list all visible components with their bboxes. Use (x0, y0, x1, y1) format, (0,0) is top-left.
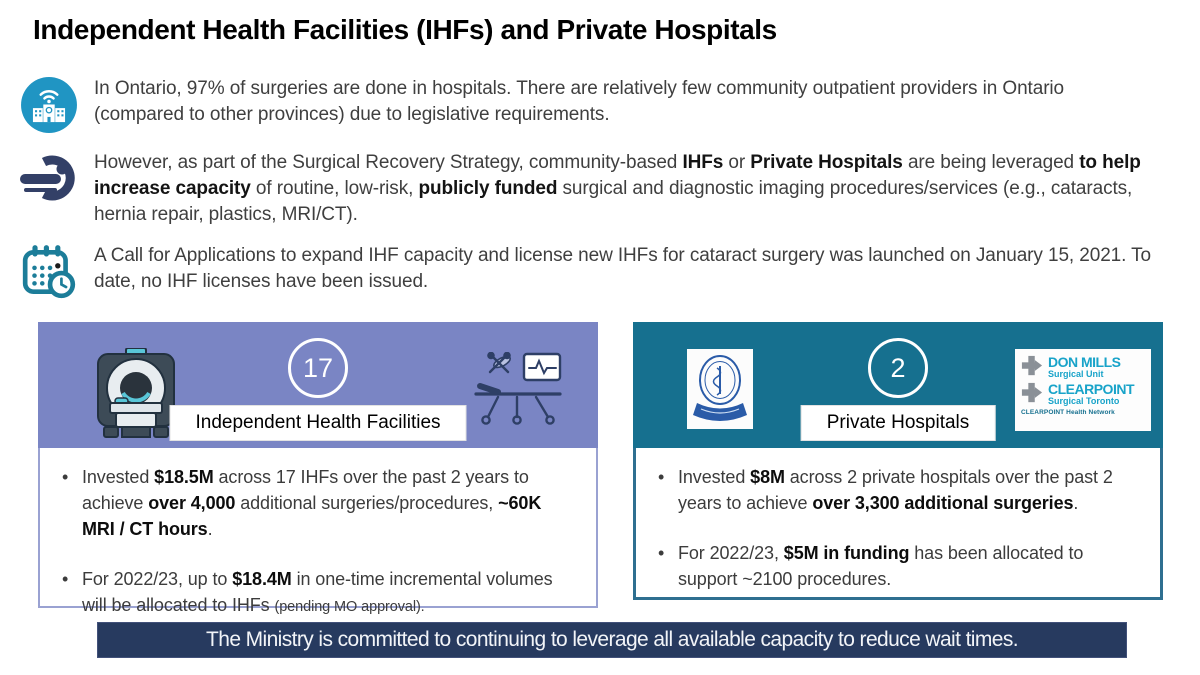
ihf-card-header (38, 322, 598, 448)
mri-patient-icon (20, 150, 78, 208)
private-hospitals-card-body (633, 448, 1163, 600)
clearpoint-logos (1015, 349, 1151, 431)
ph-bullet-2022-23: • For 2022/23, $5M in funding has been allocated to support ~2100 procedures. (652, 540, 1142, 592)
intro-paragraph-1: In Ontario, 97% of surgeries are done in hospitals. There are relatively few community outpatient providers in Ontario (compared to other provinces) due to legislative requirements. (94, 78, 1065, 125)
intro-paragraph-2: However, as part of the Surgical Recovery Strategy, community-based IHFs or Private Hospitals are being leveraged to help increase capacity of routine, low-risk, publicly funded surgical and diagnostic imaging procedures/services (e.g., cataracts, hernia repair, plastics, MRI/CT). (94, 152, 1141, 225)
ihf-bullet-investment: • Invested $18.5M across 17 IHFs over the past 2 years to achieve over 4,000 additional surgeries/procedures, ~60K MRI / CT hours. (56, 464, 578, 542)
mri-machine-icon (90, 348, 182, 449)
don-mills-logo (1021, 355, 1145, 379)
don-mills-name: DON MILLS (1048, 354, 1121, 370)
intro-paragraph-3: A Call for Applications to expand IHF capacity and license new IHFs for cataract surgery was launched on January 15, 2021. To date, no IHF licenses have been issued. (94, 245, 1152, 292)
private-hospitals-count-badge: 2 (868, 338, 928, 398)
cross-arrow-icon (1021, 382, 1043, 404)
card-private-hospitals (633, 322, 1163, 600)
ihf-bullet-list (40, 448, 596, 620)
ihf-count-badge: 17 (288, 338, 348, 398)
clearpoint-name: CLEARPOINT (1048, 381, 1134, 397)
intro-row-call-for-applications (20, 243, 1156, 301)
ihf-card-label: Independent Health Facilities (169, 405, 466, 441)
surgery-bed-monitor-icon (472, 352, 564, 435)
intro-row-strategy (20, 150, 1156, 228)
card-independent-health-facilities (38, 322, 598, 615)
ministry-commitment-text: The Ministry is committed to continuing to leverage all available capacity to reduce wait times. (206, 628, 1018, 651)
clearpoint-logo (1021, 382, 1145, 406)
clearpoint-sub: Surgical Toronto (1048, 396, 1120, 406)
hospital-crest-icon (687, 349, 753, 429)
private-hospitals-card-header (633, 322, 1163, 448)
ph-bullet-investment: • Invested $8M across 2 private hospitals over the past 2 years to achieve over 3,300 additional surgeries. (652, 464, 1142, 516)
ministry-commitment-banner (97, 622, 1127, 658)
calendar-clock-icon (20, 243, 78, 301)
don-mills-sub: Surgical Unit (1048, 369, 1104, 379)
private-hospitals-card-label: Private Hospitals (801, 405, 996, 441)
hospital-network-icon (20, 76, 78, 134)
private-hospitals-bullet-list (636, 448, 1160, 592)
intro-row-hospitals (20, 76, 1156, 134)
clearpoint-network-label: CLEARPOINT Health Network (1021, 409, 1115, 416)
ihf-bullet-2022-23: • For 2022/23, up to $18.4M in one-time incremental volumes will be allocated to IHFs (pending MO approval). (56, 566, 578, 620)
page-title: Independent Health Facilities (IHFs) and Private Hospitals (33, 14, 777, 45)
ihf-card-body (38, 448, 598, 615)
cross-arrow-icon (1021, 355, 1043, 377)
